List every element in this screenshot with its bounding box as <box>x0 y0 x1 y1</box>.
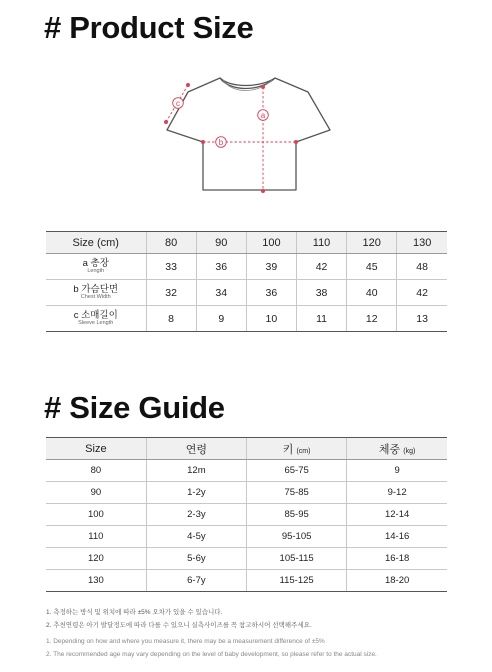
size-guide-title: # Size Guide <box>44 390 225 425</box>
note-ko-2: 2. 추천연령은 아기 발달정도에 따라 다를 수 있으니 실측사이즈를 꼭 참고하시어 선택해주세요. <box>46 621 312 629</box>
table-cell: 13 <box>397 306 447 332</box>
table-cell: 12-14 <box>347 504 447 526</box>
table-cell: 10 <box>246 306 296 332</box>
marker-c-label: c <box>176 99 180 108</box>
table-cell: 8 <box>146 306 196 332</box>
table-cell: 36 <box>246 280 296 306</box>
table-cell: 39 <box>246 254 296 280</box>
table-cell: 32 <box>146 280 196 306</box>
table-cell: 9 <box>347 460 447 482</box>
guide-header-weight-unit: (kg) <box>403 447 416 455</box>
row-label-en: Sleeve Length <box>78 319 114 326</box>
guide-header-height-unit: (cm) <box>296 447 311 455</box>
table-cell: 11 <box>296 306 346 332</box>
marker-b-label: b <box>218 138 224 147</box>
table-row <box>46 254 447 280</box>
table-cell: 40 <box>347 280 397 306</box>
product-size-title: # Product Size <box>44 10 254 45</box>
note-en-2: 2. The recommended age may vary depending on the level of baby development, so please refer to the actual size. <box>46 650 377 658</box>
row-label-en: Length <box>87 267 105 274</box>
marker-a-label: a <box>260 111 266 120</box>
table-cell: 90 <box>46 482 146 504</box>
table-cell: 18-20 <box>347 570 447 592</box>
size-header-label: Size (cm) <box>46 232 146 254</box>
size-guide-table <box>46 437 447 592</box>
table-row <box>46 548 447 570</box>
size-header: 90 <box>196 232 246 254</box>
table-cell: 1-2y <box>146 482 246 504</box>
row-label-en: Chest Width <box>80 293 111 300</box>
size-header: 110 <box>296 232 346 254</box>
table-cell: 34 <box>196 280 246 306</box>
table-cell: 120 <box>46 548 146 570</box>
table-cell: 9 <box>196 306 246 332</box>
row-label <box>46 306 146 332</box>
row-label-ko: b 가슴단면 <box>73 283 119 295</box>
row-label <box>46 254 146 280</box>
table-cell: 14-16 <box>347 526 447 548</box>
table-cell: 115-125 <box>247 570 347 592</box>
table-cell: 42 <box>296 254 346 280</box>
table-cell: 75-85 <box>247 482 347 504</box>
guide-table-header <box>46 438 447 460</box>
table-cell: 42 <box>397 280 447 306</box>
table-row <box>46 570 447 592</box>
table-row <box>46 460 447 482</box>
guide-header-height-label: 키 <box>282 443 294 456</box>
tshirt-outline <box>167 78 330 190</box>
size-header: 100 <box>246 232 296 254</box>
table-row <box>46 482 447 504</box>
size-header: 130 <box>397 232 447 254</box>
table-cell: 16-18 <box>347 548 447 570</box>
table-row <box>46 306 447 332</box>
table-row <box>46 504 447 526</box>
size-header: 120 <box>347 232 397 254</box>
table-cell: 12m <box>146 460 246 482</box>
table-cell: 6-7y <box>146 570 246 592</box>
table-cell: 38 <box>296 280 346 306</box>
guide-header-age: 연령 <box>146 438 246 460</box>
table-cell: 130 <box>46 570 146 592</box>
table-cell: 4-5y <box>146 526 246 548</box>
size-header: 80 <box>146 232 196 254</box>
table-cell: 36 <box>196 254 246 280</box>
table-row <box>46 280 447 306</box>
table-cell: 85-95 <box>247 504 347 526</box>
table-cell: 5-6y <box>146 548 246 570</box>
table-cell: 33 <box>146 254 196 280</box>
table-cell: 110 <box>46 526 146 548</box>
table-cell: 2-3y <box>146 504 246 526</box>
size-table-header <box>46 232 447 254</box>
guide-header-weight-label: 체중 <box>378 443 401 456</box>
note-en-1: 1. Depending on how and where you measure it, there may be a measurement difference of ±5% <box>46 638 325 645</box>
row-label-ko: a 총장 <box>82 257 109 269</box>
table-cell: 95-105 <box>247 526 347 548</box>
table-cell: 65-75 <box>247 460 347 482</box>
notes <box>46 607 377 661</box>
table-cell: 9-12 <box>347 482 447 504</box>
table-cell: 100 <box>46 504 146 526</box>
note-ko-1: 1. 측정하는 방식 및 위치에 따라 ±5% 오차가 있을 수 있습니다. <box>46 609 223 616</box>
guide-header-height <box>247 438 347 460</box>
table-cell: 80 <box>46 460 146 482</box>
table-cell: 12 <box>347 306 397 332</box>
row-label <box>46 280 146 306</box>
table-cell: 105-115 <box>247 548 347 570</box>
tshirt-diagram <box>160 70 335 198</box>
guide-header-size: Size <box>46 438 146 460</box>
table-cell: 48 <box>397 254 447 280</box>
table-row <box>46 526 447 548</box>
guide-header-weight <box>347 438 447 460</box>
row-label-ko: c 소매길이 <box>73 309 118 321</box>
product-size-table <box>46 231 447 332</box>
table-cell: 45 <box>347 254 397 280</box>
